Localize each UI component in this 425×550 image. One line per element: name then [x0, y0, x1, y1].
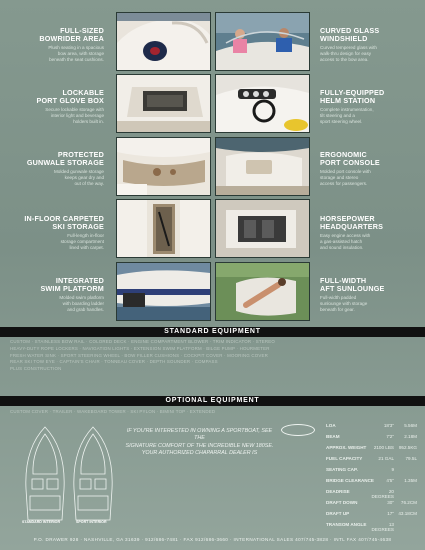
photo-windshield	[215, 12, 310, 71]
dealer-promo-text: IF YOU'RE INTERESTED IN OWNING A SPORTBOAT, SEE THE SIGNATURE COMFORT OF THE INCREDIBLE NEW 180SE. YOUR AUTHORIZED CHAPARRAL DEALER IS	[125, 428, 274, 457]
spec-value-imperial: 13 DEGREES	[371, 522, 394, 532]
spec-value-metric: 76.2CM	[400, 500, 417, 505]
standard-equipment-header: STANDARD EQUIPMENT	[0, 327, 425, 337]
photo-gunwale	[116, 137, 211, 196]
sport-interior-label: SPORT INTERIOR	[76, 520, 107, 524]
spec-label: BEAM	[326, 434, 340, 439]
feature-desc-bowrider: Plush seating in a spacious bow area, with storage beneath the seat cushions.	[48, 45, 104, 62]
standard-interior-label: STANDARD INTERIOR	[22, 520, 61, 524]
feature-desc-horsepower: Easy engine access with a gas-assisted hatch and sound insulation.	[320, 233, 371, 250]
feature-desc-console: Molded port console with storage and stereo access for passengers.	[320, 169, 371, 186]
spec-label: SEATING CAP.	[326, 467, 358, 472]
spec-label: FUEL CAPACITY	[326, 456, 363, 461]
spec-label: LOA	[326, 423, 336, 428]
photo-engine	[215, 199, 310, 258]
photo-helm	[215, 74, 310, 133]
feature-desc-helm: Complete instrumentation, tilt steering and a sport steering wheel.	[320, 107, 374, 124]
feature-desc-windshield: Curved tempered glass with walk-thru design for easy access to the bow area.	[320, 45, 377, 62]
spec-value-metric: 5.56M	[404, 423, 417, 428]
photo-bowrider	[116, 12, 211, 71]
feature-title-platform: INTEGRATED SWIM PLATFORM	[40, 276, 104, 294]
feature-desc-gunwale: Molded gunwale storage keeps gear dry and out of the way.	[53, 169, 104, 186]
feature-title-horsepower: HORSEPOWER HEADQUARTERS	[320, 214, 384, 232]
hull-outline-drawing	[16, 424, 122, 528]
specifications-table	[277, 420, 417, 540]
photo-sunlounge	[215, 262, 310, 321]
feature-title-windshield: CURVED GLASS WINDSHIELD	[320, 26, 380, 44]
feature-title-glovebox: LOCKABLE PORT GLOVE BOX	[36, 88, 104, 106]
feature-title-helm: FULLY-EQUIPPED HELM STATION	[320, 88, 385, 106]
interior-layout-drawings	[16, 424, 122, 528]
spec-value-imperial: 17"	[387, 511, 394, 516]
spec-value-metric: 43.18CM	[398, 511, 417, 516]
footer-contact: P.O. DRAWER 928 · NASHVILLE, GA 31639 · 912/686-7481 · FAX 912/686-3660 · INTERNATIONAL SALES 407/745-3828 · INTL FAX 407/745-4638	[33, 537, 392, 542]
spec-value-imperial: 20 DEGREES	[371, 489, 394, 499]
spec-label: DRAFT DOWN	[326, 500, 358, 505]
spec-value-metric: 1.35M	[404, 478, 417, 483]
photo-glovebox	[116, 74, 211, 133]
optional-equipment-header: OPTIONAL EQUIPMENT	[0, 396, 425, 406]
feature-desc-sunlounge: Full-width padded sunlounge with storage beneath for gear.	[320, 295, 368, 312]
feature-title-gunwale: PROTECTED GUNWALE STORAGE	[26, 150, 104, 168]
feature-title-console: ERGONOMIC PORT CONSOLE	[320, 150, 380, 168]
feature-desc-ski: Full-length in-floor storage compartment lined with carpet.	[60, 233, 104, 250]
photo-ski-storage	[116, 199, 211, 258]
standard-line: CUSTOM · STAINLESS BOW RAIL · COLORED DECK · ENGINE COMPARTMENT BLOWER · TRIM INDICATOR · STEREO	[10, 339, 276, 344]
spec-value-imperial: 18'3"	[383, 423, 394, 428]
spec-value-imperial: 30"	[387, 500, 394, 505]
spec-label: DEADRISE	[326, 489, 350, 494]
standard-line: HEAVY-DUTY ROPE LOCKERS · NAVIGATION LIGHTS · EXTENSION SWIM PLATFORM · BILGE PUMP · HOURMETER	[10, 345, 270, 351]
feature-desc-platform: Molded swim platform with boarding ladder and grab handles.	[59, 295, 104, 312]
spec-label: BRIDGE CLEARANCE	[326, 478, 374, 483]
feature-desc-glovebox: Secure lockable storage with interior light and beverage holders built in.	[45, 107, 104, 124]
spec-row	[277, 519, 417, 531]
spec-label: APPROX. WEIGHT	[326, 445, 367, 450]
spec-value-imperial: 7'2"	[386, 434, 394, 439]
spec-value-metric: 79.5L	[405, 456, 417, 461]
feature-title-ski: IN-FLOOR CARPETED SKI STORAGE	[24, 214, 104, 232]
optional-equipment-list: CUSTOM COVER · TRAILER · WAKEBOARD TOWER · SKI PYLON · BIMINI TOP · EXTENDED	[10, 409, 216, 414]
spec-value-metric: 952.5KG	[398, 445, 417, 450]
spec-value-imperial: 21 GAL	[378, 456, 394, 461]
standard-line: PLUS CONSTRUCTION	[10, 366, 62, 372]
spec-value-imperial: 2100 LBS	[373, 445, 394, 450]
feature-title-sunlounge: FULL-WIDTH AFT SUNLOUNGE	[320, 276, 385, 294]
standard-line: REAR SKI TOW EYE · CAPTAIN'S CHAIR · TONNEAU COVER · DEPTH SOUNDER · COMPASS	[10, 359, 218, 365]
photo-swim-platform	[116, 262, 211, 321]
spec-value-imperial: 9	[391, 467, 394, 472]
feature-title-bowrider: FULL-SIZED BOWRIDER AREA	[39, 26, 104, 44]
standard-equipment-list	[10, 339, 415, 373]
standard-line: FRESH WATER SINK · SPORT STEERING WHEEL · BOW FILLER CUSHIONS · COCKPIT COVER · MOORING COVER	[10, 352, 268, 358]
spec-value-metric: 2.18M	[404, 434, 417, 439]
spec-label: TRANSOM ANGLE	[326, 522, 367, 527]
photo-console	[215, 137, 310, 196]
spec-label: DRAFT UP	[326, 511, 350, 516]
spec-value-imperial: 4'5"	[386, 478, 394, 483]
